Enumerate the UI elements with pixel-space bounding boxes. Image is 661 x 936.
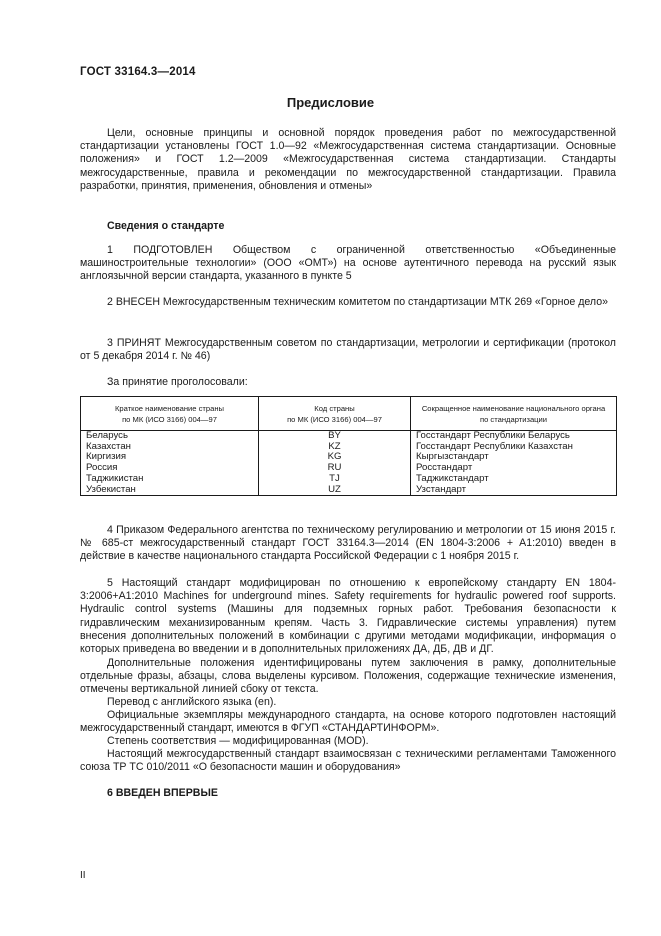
item-5-additional-paragraph <box>80 657 616 697</box>
vote-table-body-row <box>81 431 617 496</box>
item-5-paragraph <box>80 577 616 656</box>
item-2-lead: 2 ВНЕСЕН <box>107 296 160 308</box>
code-column <box>259 431 411 496</box>
item-1-lead: 1 ПОДГОТОВЛЕН <box>107 244 213 256</box>
vote-intro <box>80 376 616 389</box>
body-cell: Таджикстандарт <box>416 472 489 484</box>
header-code-line-1: Код страны <box>314 403 355 413</box>
body-cell: Росстандарт <box>416 462 473 474</box>
header-body <box>411 397 617 431</box>
item-5-copies-paragraph <box>80 709 616 735</box>
body-cell: Узстандарт <box>416 483 467 495</box>
code-cell: KZ <box>328 440 341 452</box>
header-country-line-1: Краткое наименование страны <box>115 403 224 413</box>
item-1-paragraph <box>80 244 616 284</box>
country-cell: Беларусь <box>86 430 128 441</box>
item-5-degree-text: Степень соответствия — модифицированная (MOD). <box>107 735 369 747</box>
item-4-text: 4 Приказом Федерального агентства по техническому регулированию и метрологии от 15 июня 2015 г. № 685-ст межгосударственный стандарт ГОСТ 33164.3—2014 (EN 1804-3:2006 + A1:2010) введен в действие в качестве национального стандарта Российской Федерации с 1 ноября 2015 г. <box>80 524 616 563</box>
item-5-degree-paragraph <box>80 735 616 748</box>
item-4-paragraph <box>80 524 616 564</box>
code-cell: TJ <box>329 472 340 484</box>
vote-intro-text: За принятие проголосовали: <box>107 376 248 388</box>
page-title: Предисловие <box>286 95 375 110</box>
item-6-text: 6 ВВЕДЕН ВПЕРВЫЕ <box>107 787 218 799</box>
header-body-line-1: Сокращенное наименование национального органа <box>421 403 606 413</box>
item-5-regulation-paragraph <box>80 748 616 774</box>
country-column <box>81 431 259 496</box>
header-code-line-2: по МК (ИСО 3166) 004—97 <box>287 414 382 424</box>
body-cell: Кыргызстандарт <box>416 451 489 463</box>
country-cell: Таджикистан <box>86 472 144 484</box>
code-cell: KG <box>327 451 342 463</box>
item-3-text: Межгосударственным советом по стандартизации, метрологии и сертификации (протокол от 5 декабря 2014 г. № 46) <box>80 337 616 363</box>
vote-table-header-row <box>81 397 617 431</box>
header-code <box>259 397 411 431</box>
item-3-lead: 3 ПРИНЯТ <box>107 337 161 349</box>
country-cell: Узбекистан <box>86 483 136 495</box>
body-column <box>411 431 617 496</box>
intro-text: Цели, основные принципы и основной порядок проведения работ по межгосударственной стандартизации установлены ГОСТ 1.0—92 «Межгосударственная система стандартизации. Основные положения» и ГОСТ 1.2—2009 «Межгосударственная система стандартизации. Стандарты межгосударственные, правила и рекомендации по межгосударственной стандартизации. Правила разработки, принятия, применения, обновления и отмены» <box>80 127 616 192</box>
section-heading: Сведения о стандарте <box>107 220 225 232</box>
item-5-translation-paragraph <box>80 696 616 709</box>
header-country <box>81 397 259 431</box>
item-5-translation-text: Перевод с английского языка (en). <box>107 696 277 708</box>
item-1-text: Обществом с ограниченной ответственностью «Объединенные машиностроительные технологии» (ООО «ОМТ») на основе аутентичного перевода на русский язык англоязычной версии стандарта, указанного в пункте 5 <box>80 244 616 283</box>
item-2-paragraph <box>80 296 616 309</box>
code-cell: UZ <box>328 483 341 495</box>
country-cell: Казахстан <box>86 440 131 452</box>
header-body-line-2: по стандартизации <box>479 414 548 424</box>
intro-paragraph <box>80 127 616 193</box>
code-cell: RU <box>327 462 342 474</box>
country-cell: Россия <box>86 462 118 474</box>
body-cell: Госстандарт Республики Беларусь <box>416 430 570 441</box>
item-2-text: Межгосударственным техническим комитетом по стандартизации МТК 269 «Горное дело» <box>159 296 609 308</box>
country-cell: Киргизия <box>86 451 127 463</box>
document-header: ГОСТ 33164.3—2014 <box>80 66 196 78</box>
item-5-text: 5 Настоящий стандарт модифицирован по отношению к европейскому стандарту EN 1804-3:2006+A1:2010 Machines for underground mines. Safety requirements for hydraulic powered roof supports. Hydraulic control systems (Машины для подземных горных работ. Требования безопасности к гидравлическим механизированным крепям. Часть 3. Гидравлические системы управления) путем внесения дополнительных положений в комбинации с другими методами модификации, информация о которых приведена во введении и в дополнительных приложениях ДА, ДБ, ДВ и ДГ. <box>80 577 616 656</box>
item-5-copies-text: Официальные экземпляры международного стандарта, на основе которого подготовлен настоящий межгосударственный стандарт, имеются в ФГУП «СТАНДАРТИНФОРМ». <box>80 709 616 735</box>
page-number: II <box>80 870 86 881</box>
item-5-additional-text: Дополнительные положения идентифицированы путем заключения в рамку, дополнительные отдельные фразы, абзацы, слова выделены курсивом. Положения, содержащие технические изменения, отмечены вертикальной линией сбоку от текста. <box>80 657 616 696</box>
body-cell: Госстандарт Республики Казахстан <box>416 440 573 452</box>
code-cell: BY <box>328 430 341 441</box>
header-country-line-2: по МК (ИСО 3166) 004—97 <box>122 414 217 424</box>
item-3-paragraph <box>80 337 616 363</box>
vote-table <box>80 396 617 496</box>
item-5-regulation-text: Настоящий межгосударственный стандарт взаимосвязан с техническими регламентами Таможенного союза ТР ТС 010/2011 «О безопасности машин и оборудования» <box>80 748 616 774</box>
item-6-paragraph <box>80 787 616 800</box>
